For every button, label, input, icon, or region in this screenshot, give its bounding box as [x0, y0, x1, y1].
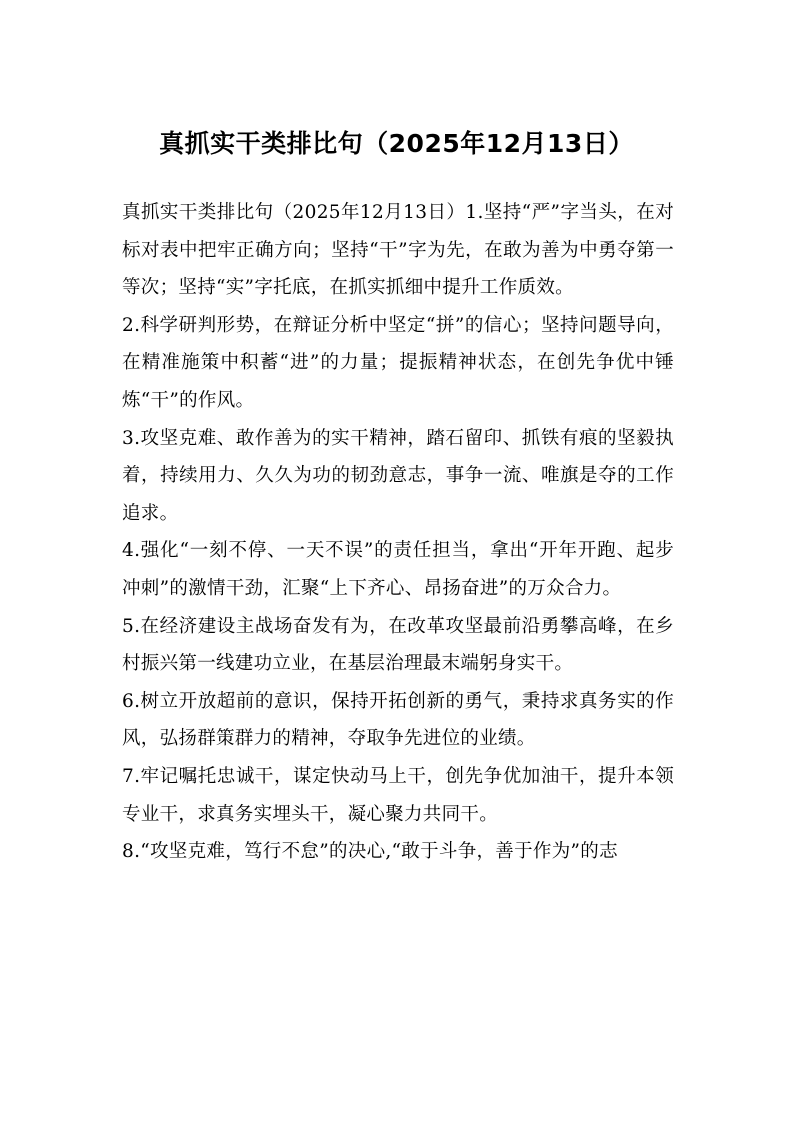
paragraph-3: 3.攻坚克难、敢作善为的实干精神，踏石留印、抓铁有痕的坚毅执着，持续用力、久久为功的韧劲意志，事争一流、唯旗是夺的工作追求。 [122, 427, 674, 524]
paragraph-4: 4.强化“一刻不停、一天不误”的责任担当，拿出“开年开跑、起步冲刺”的激情干劲，汇聚“上下齐心、昂扬奋进”的万众合力。 [122, 540, 674, 599]
paragraph-1: 真抓实干类排比句（2025年12月13日）1.坚持“严”字当头，在对标对表中把牢正确方向；坚持“干”字为先，在敢为善为中勇夺第一等次；坚持“实”字托底，在抓实抓细中提升工作质效。 [122, 202, 674, 299]
paragraph-5: 5.在经济建设主战场奋发有为，在改革攻坚最前沿勇攀高峰，在乡村振兴第一线建功立业，在基层治理最末端躬身实干。 [122, 615, 674, 675]
document-body [122, 194, 674, 871]
paragraph-6: 6.树立开放超前的意识，保持开拓创新的勇气，秉持求真务实的作风，弘扬群策群力的精神，夺取争先进位的业绩。 [122, 690, 674, 750]
paragraph-8: 8.“攻坚克难，笃行不怠”的决心,“敢于斗争，善于作为”的志 [122, 841, 618, 863]
document-title: 真抓实干类排比句（2025年12月13日） [159, 129, 634, 158]
paragraph-7: 7.牢记嘱托忠诚干，谋定快动马上干，创先争优加油干，提升本领专业干，求真务实埋头干，凝心聚力共同干。 [122, 765, 674, 825]
paragraph-2: 2.科学研判形势，在辩证分析中坚定“拼”的信心；坚持问题导向，在精准施策中积蓄“进”的力量；提振精神状态，在创先争优中锤炼“干”的作风。 [122, 314, 674, 411]
